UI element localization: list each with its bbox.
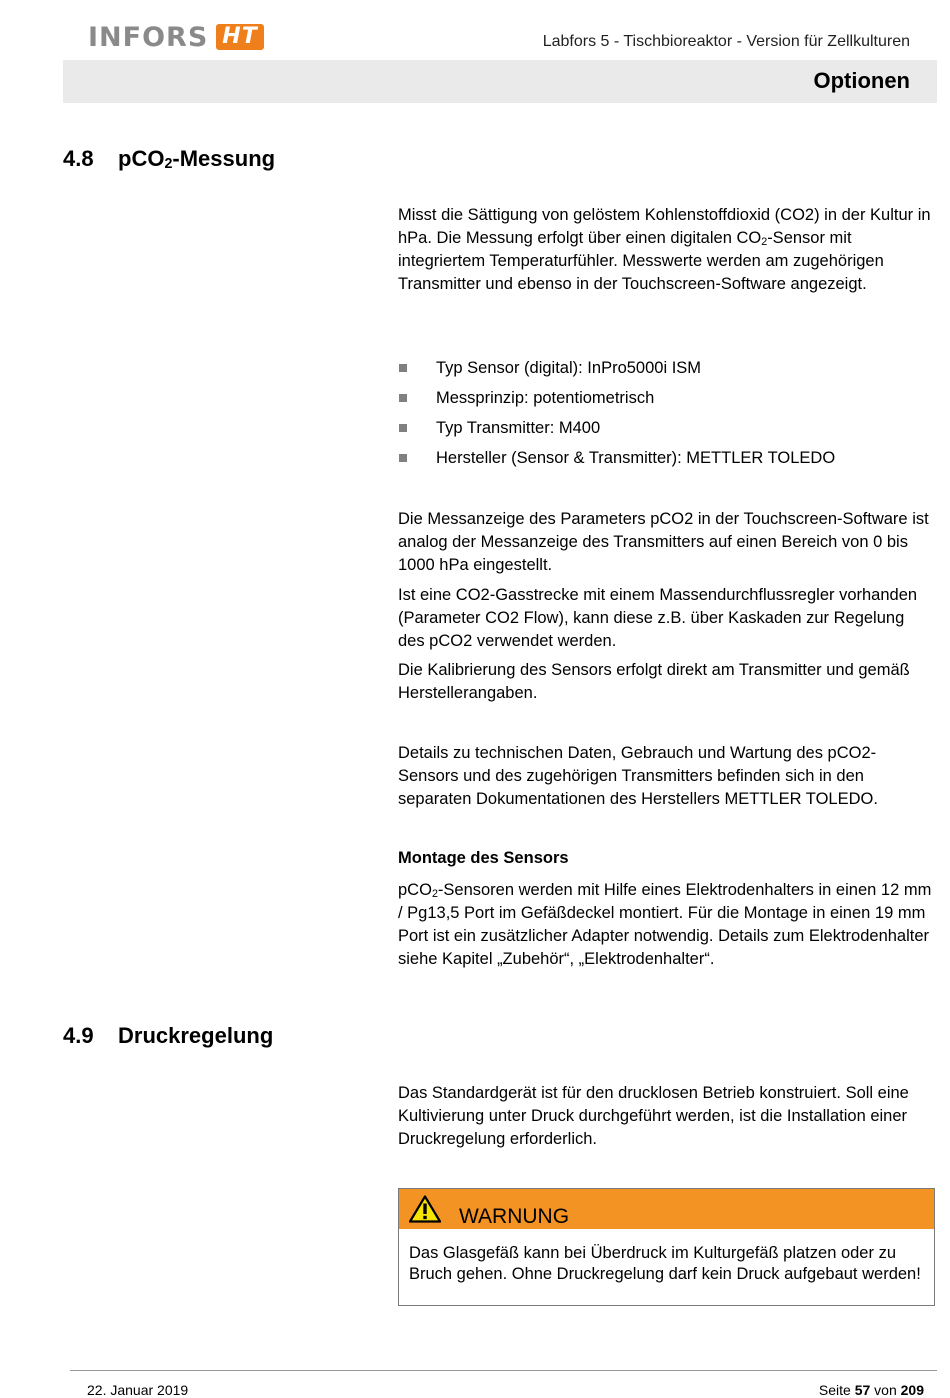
paragraph-mounting [398, 879, 933, 971]
infors-ht-logo [88, 22, 264, 52]
mount-text: -Sensoren werden mit Hilfe eines Elektrodenhalters in einen 12 mm / Pg13,5 Port im Gefäßdeckel montiert. Für die Montage in einen 19 mm Port ist ein zusätzlicher Adapter notwendig. Details zum Elektrodenhalter siehe Kapitel „Zubehör“, „Elektrodenhalter“. [398, 881, 932, 968]
intro-text-2: -Sensor mit integriertem Temperaturfühler. Messwerte werden am zugehörigen Transmitter und ebenso in der Touchscreen-Software angezeigt. [398, 229, 884, 293]
heading-text-suffix: -Messung [172, 146, 276, 171]
intro-paragraph [398, 204, 933, 296]
heading-4-8 [63, 146, 275, 172]
paragraph-calibration [398, 659, 933, 705]
list-item-text: Hersteller (Sensor & Transmitter): METTLER TOLEDO [436, 449, 836, 467]
warning-triangle-icon [409, 1195, 441, 1223]
page-current: 57 [854, 1382, 871, 1398]
spec-list [398, 357, 835, 477]
heading-subscript: 2 [164, 156, 173, 172]
heading-text-prefix: pCO [118, 146, 165, 171]
footer-divider [70, 1370, 937, 1371]
footer-date: 22. Januar 2019 [87, 1382, 189, 1398]
heading-number: 4.9 [63, 1023, 94, 1048]
heading-4-9 [63, 1023, 273, 1049]
mount-text-prefix: pCO [398, 881, 432, 899]
intro-text-1: Misst die Sättigung von gelöstem Kohlenstoffdioxid (CO2) in der Kultur in hPa. Die Messung erfolgt über einen digitalen CO [398, 206, 931, 247]
paragraph-pressure-intro [398, 1082, 933, 1151]
header-bar [63, 60, 937, 103]
section-name: Optionen [813, 68, 910, 93]
paragraph-text: Die Messanzeige des Parameters pCO2 in der Touchscreen-Software ist analog der Messanzeige des Transmitters auf einen Bereich von 0 bis 1000 hPa eingestellt. [398, 510, 929, 574]
list-item-text: Messprinzip: potentiometrisch [436, 389, 655, 407]
bullet-square-icon [399, 394, 407, 402]
list-item [398, 357, 835, 387]
bullet-square-icon [399, 454, 407, 462]
heading-text: Druckregelung [118, 1023, 274, 1048]
footer-page-number [819, 1382, 924, 1398]
bullet-square-icon [399, 424, 407, 432]
warning-box [398, 1188, 935, 1306]
paragraph-text: Details zu technischen Daten, Gebrauch und Wartung des pCO2-Sensors und des zugehörigen Transmitters befinden sich in den separaten Dokumentationen des Herstellers METTLER TOLEDO. [398, 744, 878, 808]
paragraph-text: Ist eine CO2-Gasstrecke mit einem Massendurchflussregler vorhanden (Parameter CO2 Flow), kann diese z.B. über Kaskaden zur Regelung des pCO2 verwendet werden. [398, 586, 918, 650]
paragraph-text: Das Standardgerät ist für den drucklosen Betrieb konstruiert. Soll eine Kultivierung unter Druck durchgeführt werden, ist die Installation einer Druckregelung erforderlich. [398, 1084, 909, 1148]
warning-header [399, 1189, 934, 1229]
warning-title: WARNUNG [459, 1205, 570, 1228]
paragraph-details [398, 742, 933, 811]
list-item-text: Typ Sensor (digital): InPro5000i ISM [436, 359, 702, 377]
page-label: Seite [818, 1382, 851, 1398]
paragraph-text: Die Kalibrierung des Sensors erfolgt direkt am Transmitter und gemäß Herstellerangaben. [398, 661, 910, 702]
mount-subscript: 2 [431, 888, 438, 900]
list-item-text: Typ Transmitter: M400 [436, 419, 601, 437]
page-total: 209 [900, 1382, 924, 1398]
paragraph-display-range [398, 508, 933, 577]
list-item [398, 417, 835, 447]
bullet-square-icon [399, 364, 407, 372]
list-item [398, 387, 835, 417]
heading-number: 4.8 [63, 146, 94, 171]
page-of: von [874, 1382, 897, 1398]
list-item [398, 447, 835, 477]
intro-subscript: 2 [761, 236, 768, 248]
logo-badge: HT [216, 24, 263, 50]
subheading-mounting: Montage des Sensors [398, 849, 569, 867]
logo-text: INFORS [88, 21, 209, 53]
document-title: Labfors 5 - Tischbioreaktor - Version für Zellkulturen [542, 33, 910, 50]
paragraph-co2-flow [398, 584, 933, 653]
warning-text: Das Glasgefäß kann bei Überdruck im Kulturgefäß platzen oder zu Bruch gehen. Ohne Druckregelung darf kein Druck aufgebaut werden! [409, 1244, 921, 1283]
